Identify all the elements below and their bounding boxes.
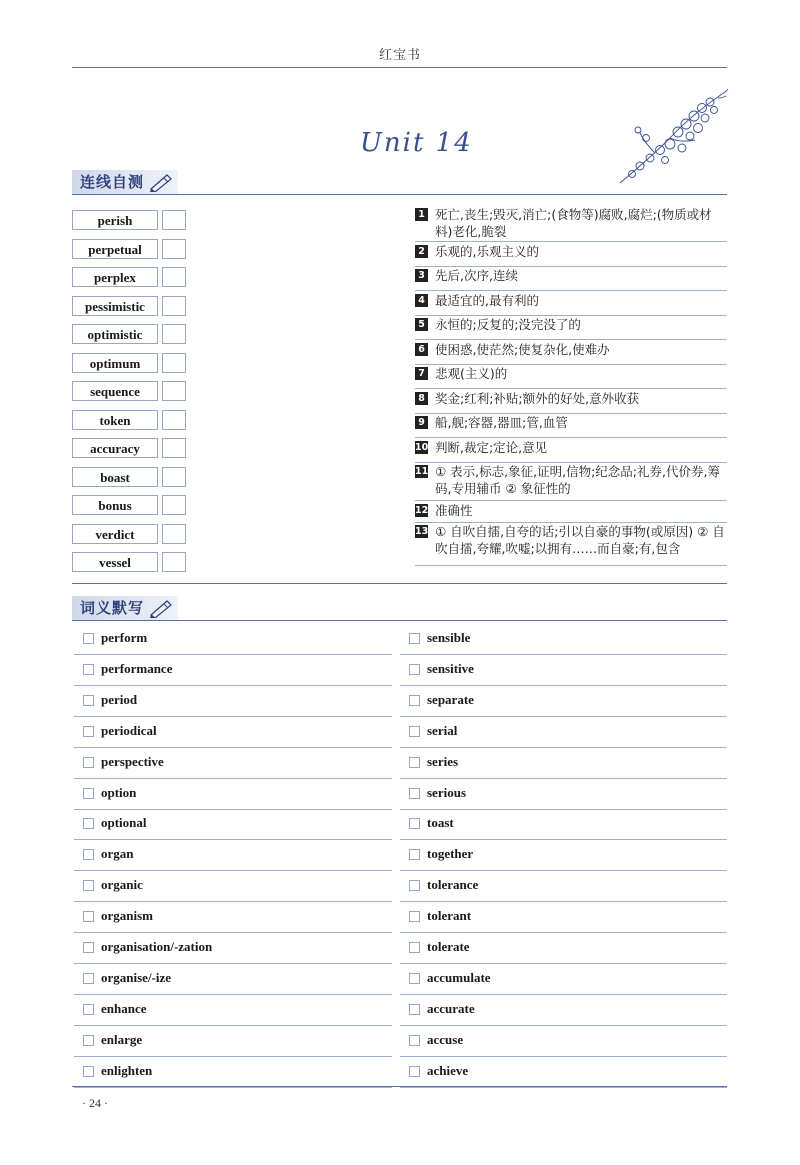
match-word-row bbox=[72, 410, 187, 430]
match-word: boast bbox=[72, 467, 158, 487]
answer-box[interactable] bbox=[162, 524, 186, 544]
definition-row bbox=[415, 439, 727, 463]
definition-text: 奖金;红利;补贴;额外的好处,意外收获 bbox=[435, 390, 640, 406]
dictation-row bbox=[74, 717, 392, 748]
checkbox[interactable] bbox=[409, 788, 420, 799]
definition-row bbox=[415, 243, 727, 267]
dictation-word: perform bbox=[101, 630, 148, 645]
definition-text: 准确性 bbox=[435, 502, 473, 518]
dictation-word: achieve bbox=[427, 1062, 469, 1078]
checkbox[interactable] bbox=[83, 1004, 94, 1015]
match-word: pessimistic bbox=[72, 296, 158, 316]
dictation-row bbox=[74, 779, 392, 810]
definition-number: 2 bbox=[415, 245, 428, 258]
answer-box[interactable] bbox=[162, 467, 186, 487]
definition-row bbox=[415, 390, 727, 414]
dictation-row bbox=[400, 809, 727, 840]
definition-number: 11 bbox=[415, 466, 429, 477]
match-word: optimum bbox=[72, 353, 158, 373]
pencil-icon bbox=[148, 172, 174, 192]
match-word: sequence bbox=[72, 381, 158, 401]
dictation-row bbox=[74, 1057, 392, 1088]
definition-row bbox=[415, 292, 727, 316]
dictation-row bbox=[400, 902, 727, 933]
checkbox[interactable] bbox=[409, 695, 420, 706]
answer-box[interactable] bbox=[162, 381, 186, 401]
dictation-row bbox=[74, 624, 392, 655]
match-word-row bbox=[72, 552, 187, 572]
match-word: accuracy bbox=[72, 438, 158, 458]
dictation-row bbox=[400, 840, 727, 871]
unit-title: Unit 14 bbox=[360, 128, 473, 158]
definition-text: 船,舰;容器,器皿;管,血管 bbox=[435, 415, 568, 430]
match-word: bonus bbox=[72, 495, 158, 515]
checkbox[interactable] bbox=[83, 942, 94, 953]
page-number: · 24 · bbox=[82, 1096, 108, 1110]
header-rule bbox=[72, 67, 727, 68]
definition-text: 永恒的;反复的;没完没了的 bbox=[435, 317, 581, 332]
definition-row bbox=[415, 316, 727, 340]
dictation-row bbox=[74, 840, 392, 871]
answer-box[interactable] bbox=[162, 210, 186, 230]
answer-box[interactable] bbox=[162, 495, 186, 515]
dictation-word: together bbox=[427, 846, 474, 862]
definition-number: 1 bbox=[415, 208, 428, 221]
dictation-row bbox=[74, 748, 392, 779]
dictation-word: tolerance bbox=[427, 877, 479, 893]
header-title: 红宝书 bbox=[378, 48, 421, 63]
dictation-word: accuse bbox=[427, 1031, 464, 1047]
match-word: perish bbox=[72, 210, 158, 230]
dictation-word: organ bbox=[101, 846, 134, 862]
dictation-word: organisation/-zation bbox=[101, 939, 213, 954]
dictation-word: optional bbox=[101, 815, 147, 831]
dictation-row bbox=[74, 995, 392, 1026]
checkbox[interactable] bbox=[409, 726, 420, 737]
definition-number: 3 bbox=[415, 269, 428, 282]
definition-text: ① 表示,标志,象征,证明,信物;纪念品;礼券,代价券,筹码,专用辅币 ② 象征性的 bbox=[435, 464, 720, 496]
answer-box[interactable] bbox=[162, 296, 186, 316]
dictation-section-header bbox=[72, 596, 727, 621]
answer-box[interactable] bbox=[162, 552, 186, 572]
dictation-word: series bbox=[427, 753, 459, 769]
answer-box[interactable] bbox=[162, 324, 186, 344]
match-word-row bbox=[72, 467, 187, 487]
dictation-row bbox=[400, 995, 727, 1026]
match-section-bottom-rule bbox=[72, 583, 727, 584]
match-section-title: 连线自测 bbox=[80, 173, 145, 191]
checkbox[interactable] bbox=[409, 911, 420, 922]
match-word-row bbox=[72, 438, 187, 458]
dictation-word: performance bbox=[101, 660, 173, 676]
definition-row bbox=[415, 267, 727, 291]
dictation-word: enlighten bbox=[101, 1062, 153, 1078]
dictation-word: period bbox=[101, 691, 138, 707]
checkbox[interactable] bbox=[83, 726, 94, 737]
match-word-row bbox=[72, 353, 187, 373]
dictation-row bbox=[74, 964, 392, 995]
dictation-word: organic bbox=[101, 877, 143, 893]
dictation-row bbox=[400, 748, 727, 779]
definition-number: 13 bbox=[415, 526, 429, 537]
dictation-word: separate bbox=[427, 691, 474, 707]
match-section-label bbox=[72, 170, 178, 194]
checkbox[interactable] bbox=[409, 973, 420, 984]
dictation-row bbox=[400, 1057, 727, 1088]
checkbox[interactable] bbox=[409, 1066, 420, 1077]
checkbox[interactable] bbox=[409, 757, 420, 768]
dictation-word: periodical bbox=[101, 722, 157, 738]
dictation-word: accumulate bbox=[427, 969, 491, 985]
checkbox[interactable] bbox=[83, 695, 94, 706]
answer-box[interactable] bbox=[162, 239, 186, 259]
match-word-row bbox=[72, 239, 187, 259]
dictation-row bbox=[400, 717, 727, 748]
checkbox[interactable] bbox=[409, 664, 420, 675]
checkbox[interactable] bbox=[409, 818, 420, 829]
definition-number: 4 bbox=[415, 294, 428, 307]
definition-row bbox=[415, 341, 727, 365]
match-word-row bbox=[72, 524, 187, 544]
match-word: optimistic bbox=[72, 324, 158, 344]
definition-text: 死亡,丧生;毁灭,消亡;(食物等)腐败,腐烂;(物质或材料)老化,脆裂 bbox=[435, 207, 712, 239]
dictation-word: serial bbox=[427, 722, 458, 738]
match-word-row bbox=[72, 324, 187, 344]
dictation-section-bottom-rule bbox=[72, 1086, 727, 1087]
dictation-row bbox=[74, 809, 392, 840]
dictation-row bbox=[400, 624, 727, 655]
dictation-word: organism bbox=[101, 908, 153, 924]
answer-box[interactable] bbox=[162, 438, 186, 458]
answer-box[interactable] bbox=[162, 267, 186, 287]
definition-row bbox=[415, 523, 727, 566]
checkbox[interactable] bbox=[409, 880, 420, 891]
definition-text: 悲观(主义)的 bbox=[435, 366, 508, 381]
dictation-word: sensible bbox=[427, 630, 471, 645]
dictation-word: organise/-ize bbox=[101, 969, 172, 985]
definition-number: 8 bbox=[415, 392, 428, 405]
match-word: vessel bbox=[72, 552, 158, 572]
definition-text: 乐观的,乐观主义的 bbox=[435, 243, 539, 259]
dictation-row bbox=[400, 933, 727, 964]
dictation-row bbox=[400, 964, 727, 995]
definition-number: 10 bbox=[415, 441, 429, 453]
definition-number: 12 bbox=[415, 504, 429, 516]
dictation-word: option bbox=[101, 784, 137, 800]
checkbox[interactable] bbox=[409, 849, 420, 860]
definition-row bbox=[415, 206, 727, 242]
match-word-row bbox=[72, 210, 187, 230]
match-word-row bbox=[72, 495, 187, 515]
answer-box[interactable] bbox=[162, 410, 186, 430]
dictation-row bbox=[400, 871, 727, 902]
dictation-row bbox=[74, 902, 392, 933]
pencil-icon bbox=[148, 598, 174, 618]
match-word: token bbox=[72, 410, 158, 430]
match-word-row bbox=[72, 296, 187, 316]
dictation-row bbox=[74, 1026, 392, 1057]
checkbox[interactable] bbox=[83, 1035, 94, 1046]
dictation-word: tolerate bbox=[427, 939, 470, 954]
dictation-row bbox=[400, 779, 727, 810]
match-word: perplex bbox=[72, 267, 158, 287]
dictation-word: perspective bbox=[101, 753, 164, 769]
answer-box[interactable] bbox=[162, 353, 186, 373]
definition-text: 使困惑,使茫然;使复杂化,使难办 bbox=[435, 341, 610, 357]
definition-number: 5 bbox=[415, 318, 428, 331]
dictation-row bbox=[74, 871, 392, 902]
checkbox[interactable] bbox=[83, 633, 94, 644]
dictation-word: serious bbox=[427, 784, 466, 800]
dictation-row bbox=[400, 655, 727, 686]
dictation-word: accurate bbox=[427, 1000, 475, 1016]
checkbox[interactable] bbox=[83, 757, 94, 768]
definition-row bbox=[415, 463, 727, 501]
checkbox[interactable] bbox=[83, 818, 94, 829]
checkbox[interactable] bbox=[83, 911, 94, 922]
match-word: perpetual bbox=[72, 239, 158, 259]
definition-row bbox=[415, 502, 727, 523]
match-word-row bbox=[72, 381, 187, 401]
checkbox[interactable] bbox=[409, 942, 420, 953]
checkbox[interactable] bbox=[83, 880, 94, 891]
match-word-row bbox=[72, 267, 187, 287]
checkbox[interactable] bbox=[83, 849, 94, 860]
definition-text: 先后,次序,连续 bbox=[435, 268, 518, 283]
dictation-row bbox=[74, 686, 392, 717]
dictation-row bbox=[400, 686, 727, 717]
checkbox[interactable] bbox=[83, 973, 94, 984]
definition-text: ① 自吹自擂,自夸的话;引以自豪的事物(或原因) ② 自吹自擂,夸耀,吹嘘;以拥有……而自豪;有,包含 bbox=[435, 524, 725, 556]
definition-text: 判断,裁定;定论,意见 bbox=[435, 439, 548, 455]
dictation-section-title: 词义默写 bbox=[80, 599, 145, 617]
match-section-header bbox=[72, 170, 727, 195]
definition-number: 7 bbox=[415, 367, 428, 380]
definition-number: 6 bbox=[415, 343, 428, 356]
dictation-word: toast bbox=[427, 815, 454, 831]
dictation-word: tolerant bbox=[427, 908, 472, 924]
match-word: verdict bbox=[72, 524, 158, 544]
dictation-row bbox=[400, 1026, 727, 1057]
checkbox[interactable] bbox=[83, 664, 94, 675]
definition-text: 最适宜的,最有利的 bbox=[435, 292, 539, 308]
definition-row bbox=[415, 414, 727, 438]
dictation-word: enhance bbox=[101, 1000, 147, 1016]
checkbox[interactable] bbox=[409, 1004, 420, 1015]
dictation-row bbox=[74, 655, 392, 686]
definition-row bbox=[415, 365, 727, 389]
definition-number: 9 bbox=[415, 416, 428, 429]
checkbox[interactable] bbox=[83, 788, 94, 799]
checkbox[interactable] bbox=[409, 633, 420, 644]
dictation-word: sensitive bbox=[427, 660, 474, 676]
dictation-word: enlarge bbox=[101, 1031, 143, 1047]
dictation-section-label bbox=[72, 596, 178, 620]
dictation-row bbox=[74, 933, 392, 964]
checkbox[interactable] bbox=[409, 1035, 420, 1046]
checkbox[interactable] bbox=[83, 1066, 94, 1077]
